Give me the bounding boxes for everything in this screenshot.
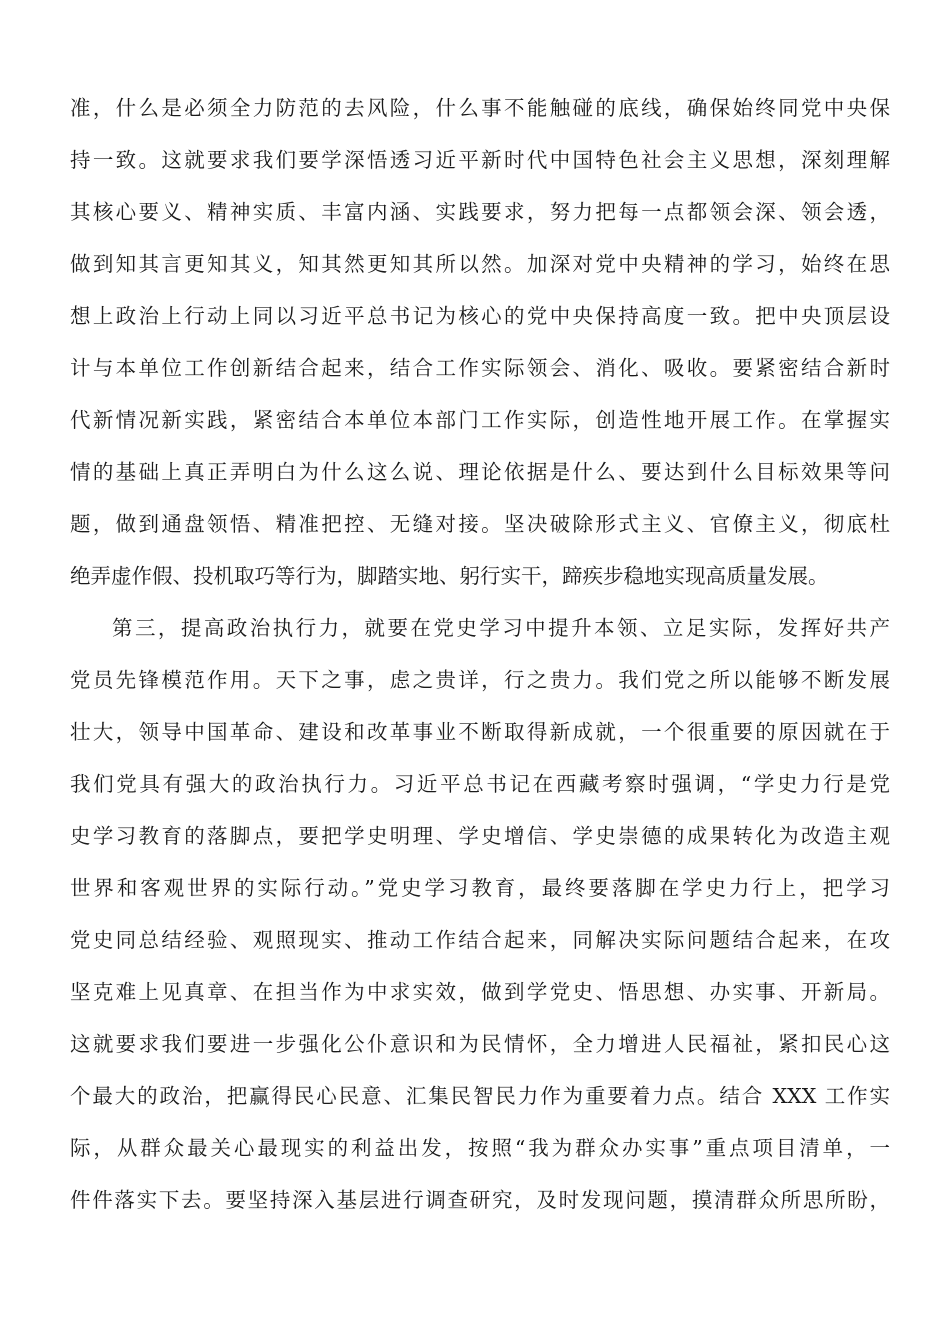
paragraph-first-line: 第三，提高政治执行力，就要在党史学习中提升本领、立足实际，发挥好共产 xyxy=(112,616,890,640)
text-line: 世界和客观世界的实际行动。”党史学习教育，最终要落脚在学史力行上，把学习 xyxy=(70,876,890,900)
text-line: 其核心要义、精神实质、丰富内涵、实践要求，努力把每一点都领会深、领会透， xyxy=(70,200,890,224)
text-line: 史学习教育的落脚点，要把学史明理、学史增信、学史崇德的成果转化为改造主观 xyxy=(70,824,890,848)
text-line: 计与本单位工作创新结合起来，结合工作实际领会、消化、吸收。要紧密结合新时 xyxy=(70,356,890,380)
text-line: 做到知其言更知其义，知其然更知其所以然。加深对党中央精神的学习，始终在思 xyxy=(70,252,890,276)
text-line: 际，从群众最关心最现实的利益出发，按照“我为群众办实事”重点项目清单，一 xyxy=(70,1136,890,1160)
text-line: 这就要求我们要进一步强化公仆意识和为民情怀，全力增进人民福祉，紧扣民心这 xyxy=(70,1032,890,1056)
text-line: 持一致。这就要求我们要学深悟透习近平新时代中国特色社会主义思想，深刻理解 xyxy=(70,148,890,172)
text-line: 情的基础上真正弄明白为什么这么说、理论依据是什么、要达到什么目标效果等问 xyxy=(70,460,890,484)
text-line: 我们党具有强大的政治执行力。习近平总书记在西藏考察时强调，“学史力行是党 xyxy=(70,772,890,796)
text-line: 准，什么是必须全力防范的去风险，什么事不能触碰的底线，确保始终同党中央保 xyxy=(70,96,890,120)
text-line: 想上政治上行动上同以习近平总书记为核心的党中央保持高度一致。把中央顶层设 xyxy=(70,304,890,328)
text-line: 题，做到通盘领悟、精准把控、无缝对接。坚决破除形式主义、官僚主义，彻底杜 xyxy=(70,512,890,536)
text-line: 件件落实下去。要坚持深入基层进行调查研究，及时发现问题，摸清群众所思所盼， xyxy=(70,1188,890,1212)
text-line: 坚克难上见真章、在担当作为中求实效，做到学党史、悟思想、办实事、开新局。 xyxy=(70,980,890,1004)
text-line: 壮大，领导中国革命、建设和改革事业不断取得新成就，一个很重要的原因就在于 xyxy=(70,720,890,744)
text-line: 党员先锋模范作用。天下之事，虑之贵详，行之贵力。我们党之所以能够不断发展 xyxy=(70,668,890,692)
text-line: 绝弄虚作假、投机取巧等行为，脚踏实地、躬行实干，蹄疾步稳地实现高质量发展。 xyxy=(70,564,829,588)
text-line: 代新情况新实践，紧密结合本单位本部门工作实际，创造性地开展工作。在掌握实 xyxy=(70,408,890,432)
text-line: 党史同总结经验、观照现实、推动工作结合起来，同解决实际问题结合起来，在攻 xyxy=(70,928,890,952)
text-line: 个最大的政治，把赢得民心民意、汇集民智民力作为重要着力点。结合 XXX 工作实 xyxy=(70,1084,890,1108)
